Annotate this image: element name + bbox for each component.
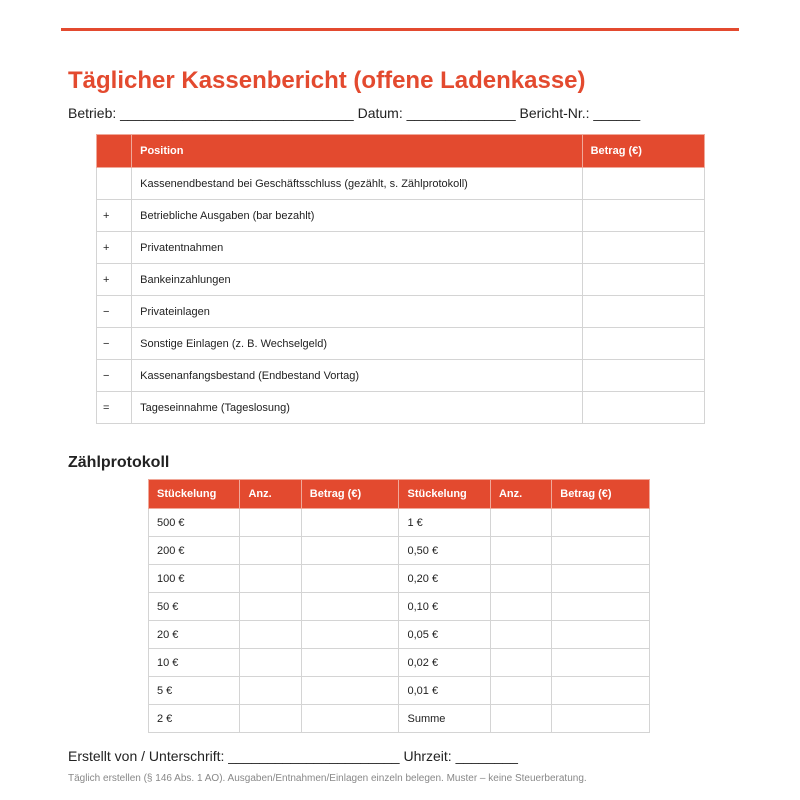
- denomination-right: 1 €: [399, 509, 490, 537]
- row-operator: [97, 168, 132, 200]
- total-amount-field[interactable]: [552, 705, 650, 733]
- row-position: Privatentnahmen: [132, 232, 582, 264]
- table-row: [149, 509, 650, 537]
- row-operator: +: [97, 264, 132, 296]
- row-position: Privateinlagen: [132, 296, 582, 328]
- quantity-field[interactable]: [240, 705, 301, 733]
- quantity-field[interactable]: [490, 537, 551, 565]
- table-row: [149, 677, 650, 705]
- header-position: Position: [132, 135, 582, 168]
- amount-field[interactable]: [301, 537, 399, 565]
- cash-report-table: [96, 134, 705, 424]
- denomination-right: 0,02 €: [399, 649, 490, 677]
- amount-field[interactable]: [301, 705, 399, 733]
- denomination-right: 0,01 €: [399, 677, 490, 705]
- table-row: [97, 200, 705, 232]
- row-operator: +: [97, 200, 132, 232]
- quantity-field[interactable]: [240, 537, 301, 565]
- quantity-field[interactable]: [240, 509, 301, 537]
- table-row: [97, 232, 705, 264]
- header-amount: Betrag (€): [582, 135, 704, 168]
- row-position: Bankeinzahlungen: [132, 264, 582, 296]
- quantity-field[interactable]: [490, 649, 551, 677]
- row-amount-field[interactable]: [582, 200, 704, 232]
- table-row: [97, 296, 705, 328]
- denomination-left: 100 €: [149, 565, 240, 593]
- row-amount-field[interactable]: [582, 328, 704, 360]
- row-operator: =: [97, 392, 132, 424]
- quantity-field[interactable]: [240, 677, 301, 705]
- row-amount-field[interactable]: [582, 168, 704, 200]
- header-operator: [97, 135, 132, 168]
- table-row: [97, 328, 705, 360]
- denomination-right: 0,20 €: [399, 565, 490, 593]
- quantity-field[interactable]: [240, 621, 301, 649]
- amount-field[interactable]: [552, 621, 650, 649]
- amount-field[interactable]: [301, 649, 399, 677]
- quantity-field[interactable]: [490, 509, 551, 537]
- table-header-row: [149, 480, 650, 509]
- amount-field[interactable]: [301, 565, 399, 593]
- denomination-left: 500 €: [149, 509, 240, 537]
- table-header-row: [97, 135, 705, 168]
- denomination-left: 2 €: [149, 705, 240, 733]
- row-amount-field[interactable]: [582, 392, 704, 424]
- amount-field[interactable]: [552, 677, 650, 705]
- row-position: Kassenanfangsbestand (Endbestand Vortag): [132, 360, 582, 392]
- amount-field[interactable]: [552, 565, 650, 593]
- denomination-right: 0,10 €: [399, 593, 490, 621]
- row-operator: −: [97, 296, 132, 328]
- amount-field[interactable]: [552, 649, 650, 677]
- row-amount-field[interactable]: [582, 360, 704, 392]
- table-row: [149, 621, 650, 649]
- amount-field[interactable]: [552, 593, 650, 621]
- footnote: Täglich erstellen (§ 146 Abs. 1 AO). Ausgaben/Entnahmen/Einlagen einzeln belegen. Muster – keine Steuerberatung.: [68, 773, 587, 784]
- table-row: [149, 593, 650, 621]
- count-protocol-table: [148, 479, 650, 733]
- quantity-field[interactable]: [490, 565, 551, 593]
- row-amount-field[interactable]: [582, 264, 704, 296]
- denomination-left: 50 €: [149, 593, 240, 621]
- report-meta-line: Betrieb: ______________________________ Datum: ______________ Bericht-Nr.: ______: [68, 105, 641, 121]
- quantity-field[interactable]: [240, 593, 301, 621]
- denomination-left: 200 €: [149, 537, 240, 565]
- count-section-title: Zählprotokoll: [68, 454, 170, 471]
- page-title: Täglicher Kassenbericht (offene Ladenkasse): [68, 67, 586, 94]
- amount-field[interactable]: [552, 537, 650, 565]
- total-label: Summe: [399, 705, 490, 733]
- denomination-left: 10 €: [149, 649, 240, 677]
- quantity-field[interactable]: [240, 649, 301, 677]
- table-row: [97, 168, 705, 200]
- denomination-left: 5 €: [149, 677, 240, 705]
- amount-field[interactable]: [301, 677, 399, 705]
- row-operator: −: [97, 360, 132, 392]
- top-accent-rule: [61, 28, 739, 31]
- table-row: [149, 537, 650, 565]
- row-position: Kassenendbestand bei Geschäftsschluss (gezählt, s. Zählprotokoll): [132, 168, 582, 200]
- quantity-field[interactable]: [240, 565, 301, 593]
- quantity-field[interactable]: [490, 621, 551, 649]
- header-denomination-left: Stückelung: [149, 480, 240, 509]
- row-amount-field[interactable]: [582, 296, 704, 328]
- amount-field[interactable]: [301, 509, 399, 537]
- quantity-field[interactable]: [490, 593, 551, 621]
- amount-field[interactable]: [301, 593, 399, 621]
- row-position: Betriebliche Ausgaben (bar bezahlt): [132, 200, 582, 232]
- header-quantity-left: Anz.: [240, 480, 301, 509]
- signature-line: Erstellt von / Unterschrift: ______________________ Uhrzeit: ________: [68, 748, 518, 764]
- amount-field[interactable]: [552, 509, 650, 537]
- denomination-right: 0,05 €: [399, 621, 490, 649]
- table-row: [149, 705, 650, 733]
- table-row: [149, 565, 650, 593]
- header-amount-left: Betrag (€): [301, 480, 399, 509]
- quantity-field[interactable]: [490, 705, 551, 733]
- row-operator: −: [97, 328, 132, 360]
- table-row: [97, 392, 705, 424]
- denomination-left: 20 €: [149, 621, 240, 649]
- row-position: Sonstige Einlagen (z. B. Wechselgeld): [132, 328, 582, 360]
- denomination-right: 0,50 €: [399, 537, 490, 565]
- table-row: [149, 649, 650, 677]
- row-position: Tageseinnahme (Tageslosung): [132, 392, 582, 424]
- table-row: [97, 360, 705, 392]
- row-amount-field[interactable]: [582, 232, 704, 264]
- row-operator: +: [97, 232, 132, 264]
- header-amount-right: Betrag (€): [552, 480, 650, 509]
- amount-field[interactable]: [301, 621, 399, 649]
- header-quantity-right: Anz.: [490, 480, 551, 509]
- quantity-field[interactable]: [490, 677, 551, 705]
- table-row: [97, 264, 705, 296]
- header-denomination-right: Stückelung: [399, 480, 490, 509]
